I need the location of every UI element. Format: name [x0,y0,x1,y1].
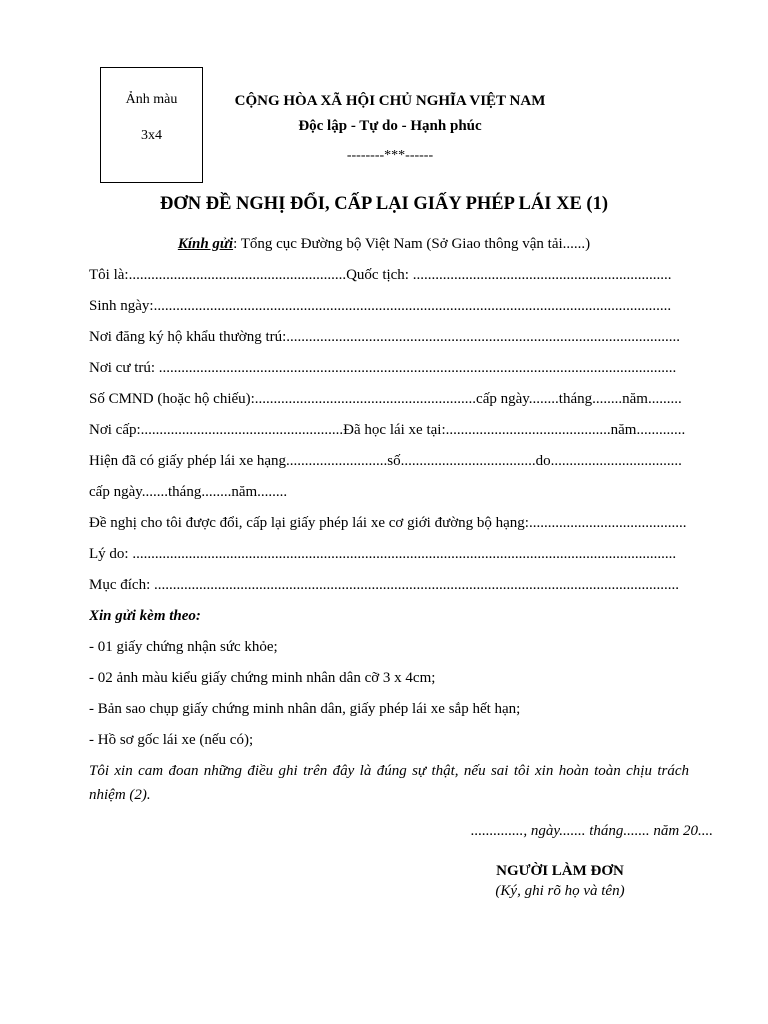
signature-block [460,863,660,900]
photo-size: 3x4 [141,128,162,143]
form-line-purpose: Mục đích: ............................................................................................................................................ [89,577,679,593]
attachment-item: - Hồ sơ gốc lái xe (nếu có); [89,732,254,748]
form-line-request: Đề nghị cho tôi được đổi, cấp lại giấy phép lái xe cơ giới đường bộ hạng:.......................................... [89,515,687,531]
recipient-line [0,236,768,253]
country-name: CỘNG HÒA XÃ HỘI CHỦ NGHĨA VIỆT NAM [234,93,546,109]
signer-title: NGƯỜI LÀM ĐƠN [496,863,624,879]
document-title: ĐƠN ĐỀ NGHỊ ĐỔI, CẤP LẠI GIẤY PHÉP LÁI XE (1) [160,194,608,214]
header-separator: --------***------ [346,148,434,163]
attachment-item: - 01 giấy chứng nhận sức khỏe; [89,639,278,655]
pledge-statement: Tôi xin cam đoan những điều ghi trên đây là đúng sự thật, nếu sai tôi xin hoàn toàn chịu trách nhiệm (2). [89,763,689,803]
signer-instruction: (Ký, ghi rõ họ và tên) [495,883,625,899]
attachment-item: - 02 ảnh màu kiểu giấy chứng minh nhân dân cỡ 3 x 4cm; [89,670,436,686]
attachments-heading: Xin gửi kèm theo: [89,608,201,624]
form-line-issue-place: Nơi cấp:......................................................Đã học lái xe tại:............................................năm............. [89,422,686,438]
national-motto: Độc lập - Tự do - Hạnh phúc [298,118,482,134]
form-line-residence-registration: Nơi đăng ký hộ khẩu thường trú:......................................................................................................... [89,329,681,345]
form-line-reason: Lý do: ................................................................................................................................................. [89,546,677,562]
recipient-text: : Tổng cục Đường bộ Việt Nam (Sở Giao thông vận tải......) [233,236,591,252]
form-line-birthdate: Sinh ngày:.......................................................................................................................................... [89,298,672,314]
form-line-id-number: Số CMND (hoặc hộ chiếu):...........................................................cấp ngày........tháng........năm......... [89,391,682,407]
form-line-name: Tôi là:..........................................................Quốc tịch: ..................................................................... [89,267,672,283]
recipient-label: Kính gửi [177,236,234,252]
form-line-current-license: Hiện đã có giấy phép lái xe hạng...........................số....................................do................................... [89,453,682,469]
photo-label: Ảnh màu [125,92,178,107]
form-line-license-date: cấp ngày.......tháng........năm........ [89,484,288,500]
date-line: .............., ngày....... tháng....... năm 20.... [470,823,713,839]
attachment-item: - Bản sao chụp giấy chứng minh nhân dân, giấy phép lái xe sắp hết hạn; [89,701,521,717]
photo-placeholder-box [100,67,203,183]
form-line-current-residence: Nơi cư trú: .......................................................................................................................................... [89,360,677,376]
